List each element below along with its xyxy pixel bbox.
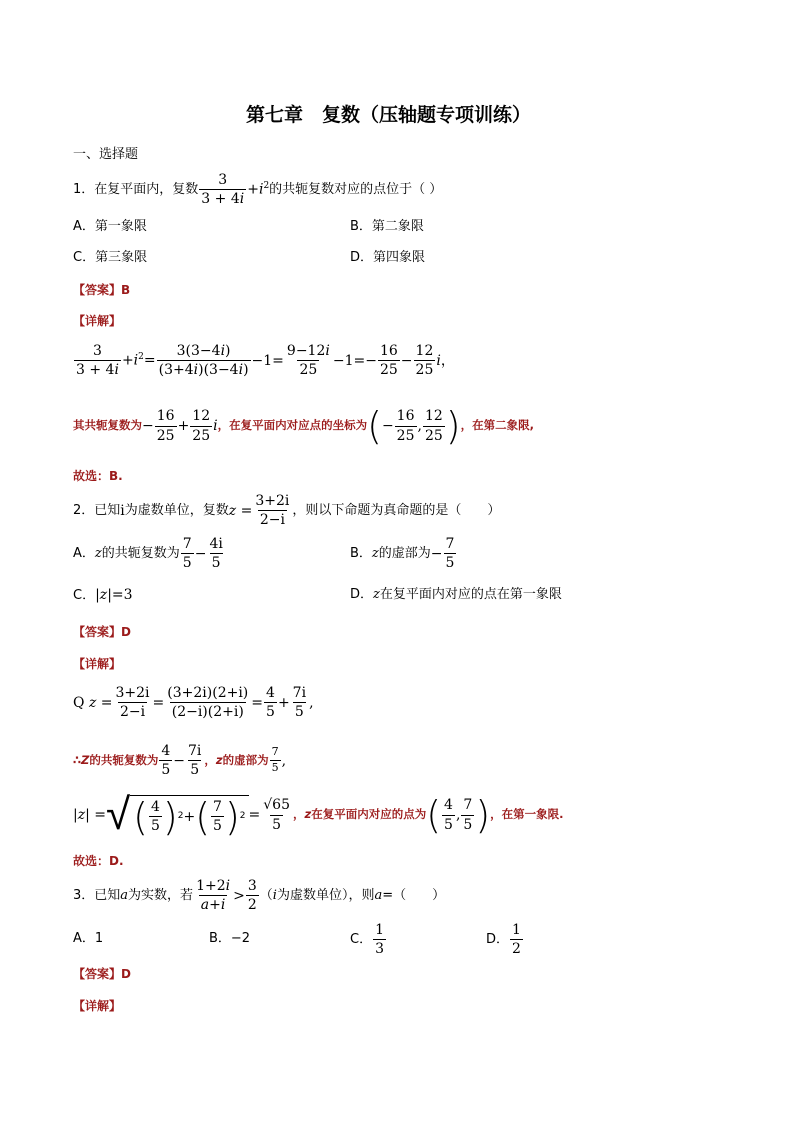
q1-frac: $\frac{3}{3 + 4i}$	[201, 172, 245, 208]
q1-red-c: ，在第二象限,	[460, 418, 534, 433]
q3-detail-tag: 【详解】	[73, 999, 122, 1013]
section-heading: 一、选择题	[73, 147, 139, 162]
q3-option-a: A．1	[73, 931, 104, 946]
answer-value: D	[121, 625, 131, 639]
q3-stem-b: 为实数，若	[128, 888, 194, 904]
q1-stem-b: 的共轭复数对应的点位于（ ）	[269, 182, 443, 198]
q3-stem-e: =（ ）	[382, 888, 446, 904]
q1-option-c: C．第三象限	[73, 250, 148, 265]
q1-option-b: B．第二象限	[350, 219, 424, 234]
q3-option-d: D． $\frac{1}{2}$	[486, 922, 521, 958]
q2-opt-c-text: =3	[111, 587, 133, 603]
q1-red-a: 其共轭复数为	[73, 418, 142, 433]
answer-value: D	[121, 967, 131, 981]
q3-opt-c-text: C．	[350, 932, 373, 948]
page-title: 第七章 复数（压轴题专项训练）	[246, 104, 532, 126]
q2-stem-a: 2．已知	[73, 503, 121, 519]
q2-conjugate-line: ∴ Z 的共轭复数为 $\frac{4}{5}$ − $\frac{7i}{5}$ ，z 的虚部为 $\frac{7}{5}$ ,	[73, 743, 287, 779]
q2-stem-c: ，则以下命题为真命题的是（ ）	[292, 503, 501, 519]
q2-red-e: ，在第一象限.	[490, 807, 564, 822]
q2-option-b: B． z 的虚部为 − $\frac{7}{5}$	[350, 536, 455, 572]
q1-option-d: D．第四象限	[350, 250, 426, 265]
q2-opt-a-text: 的共轭复数为	[101, 546, 180, 562]
q2-red-a: ∴	[73, 752, 82, 767]
q3-stem-c: （	[259, 888, 273, 904]
answer-tag: 【答案】	[73, 625, 122, 639]
q2-modulus-line: |z| = √ ( $\frac{4}{5}$ ) 2 + ( $\frac{7}{5}$ ) 2 = $\frac{√65}{5}$ ，z 在复平面内对应的点为 ( $\frac{4}{5}$ , $\frac{7}{5}$ ) ，在第一象限.	[73, 789, 564, 840]
q2-opt-b-text: 的虚部为	[378, 546, 431, 562]
q3-opt-d-text: D．	[486, 932, 510, 948]
q2-conclusion: 故选：D.	[73, 854, 124, 868]
q1-answer	[73, 284, 130, 296]
q1-detail-tag: 【详解】	[73, 314, 122, 328]
q1-conclusion: 故选：B.	[73, 469, 123, 483]
q3-option-b: B．−2	[209, 931, 251, 946]
answer-tag: 【答案】	[73, 283, 122, 297]
q1-red-b: ，在复平面内对应点的坐标为	[217, 418, 368, 433]
q1-stem	[73, 172, 442, 207]
answer-value: B	[121, 283, 131, 297]
q3-answer	[73, 968, 131, 980]
q2-stem-b: 为虚数单位，复数	[124, 503, 229, 519]
q2-red-b: 的共轭复数为	[89, 752, 159, 767]
q3-option-c: C． $\frac{1}{3}$	[350, 922, 384, 958]
q2-option-c: C． |z| =3	[73, 587, 133, 603]
q3-stem-a: 3．已知	[73, 888, 121, 904]
q3-stem-d: 为虚数单位），则	[276, 888, 375, 904]
q2-option-a: A． z 的共轭复数为 $\frac{7}{5}$ − $\frac{4i}{5}$	[73, 536, 223, 572]
answer-tag: 【答案】	[73, 967, 122, 981]
q2-red-d: 在复平面内对应的点为	[311, 807, 427, 822]
q1-solution-eq: $\frac{3}{3 + 4i}$ $+i^2=$ $\frac{3(3-4i)}{(3+4i)(3-4i)}$ −1= $\frac{9-12i}{25}$ −1=− $\frac{16}{25}$ − $\frac{12}{25}$ i，	[76, 343, 455, 379]
q1-option-a: A．第一象限	[73, 219, 147, 234]
q1-plus-i2: $+i^2$	[247, 181, 270, 198]
q3-stem: 3．已知 a 为实数，若 $\frac{1+2i}{a+i}$ > $\frac{3}{2}$ （ i 为虚数单位），则 a =（ ）	[73, 878, 446, 914]
q1-stem-a: 1．在复平面内，复数	[73, 182, 199, 198]
q2-answer	[73, 626, 131, 638]
q2-opt-d-text: 在复平面内对应的点在第一象限	[379, 587, 562, 602]
q2-option-d: D． z 在复平面内对应的点在第一象限	[350, 587, 562, 602]
q2-detail-tag: 【详解】	[73, 657, 122, 671]
q2-solution-eq: Q z = $\frac{3+2i}{2-i}$ = $\frac{(3+2i)(2+i)}{(2-i)(2+i)}$ = $\frac{4}{5}$ + $\frac{7i}{5}$ ,	[73, 685, 314, 721]
q2-red-c: 的虚部为	[222, 752, 269, 767]
q2-stem: 2．已知 i 为虚数单位，复数 z = $\frac{3+2i}{2-i}$ ，则以下命题为真命题的是（ ）	[73, 493, 501, 529]
q1-conjugate-line: 其共轭复数为 − $\frac{16}{25}$ + $\frac{12}{25}$ i ，在复平面内对应点的坐标为 ( − $\frac{16}{25}$ , $\frac{12}{25}$ ) ，在第二象限,	[73, 404, 534, 448]
